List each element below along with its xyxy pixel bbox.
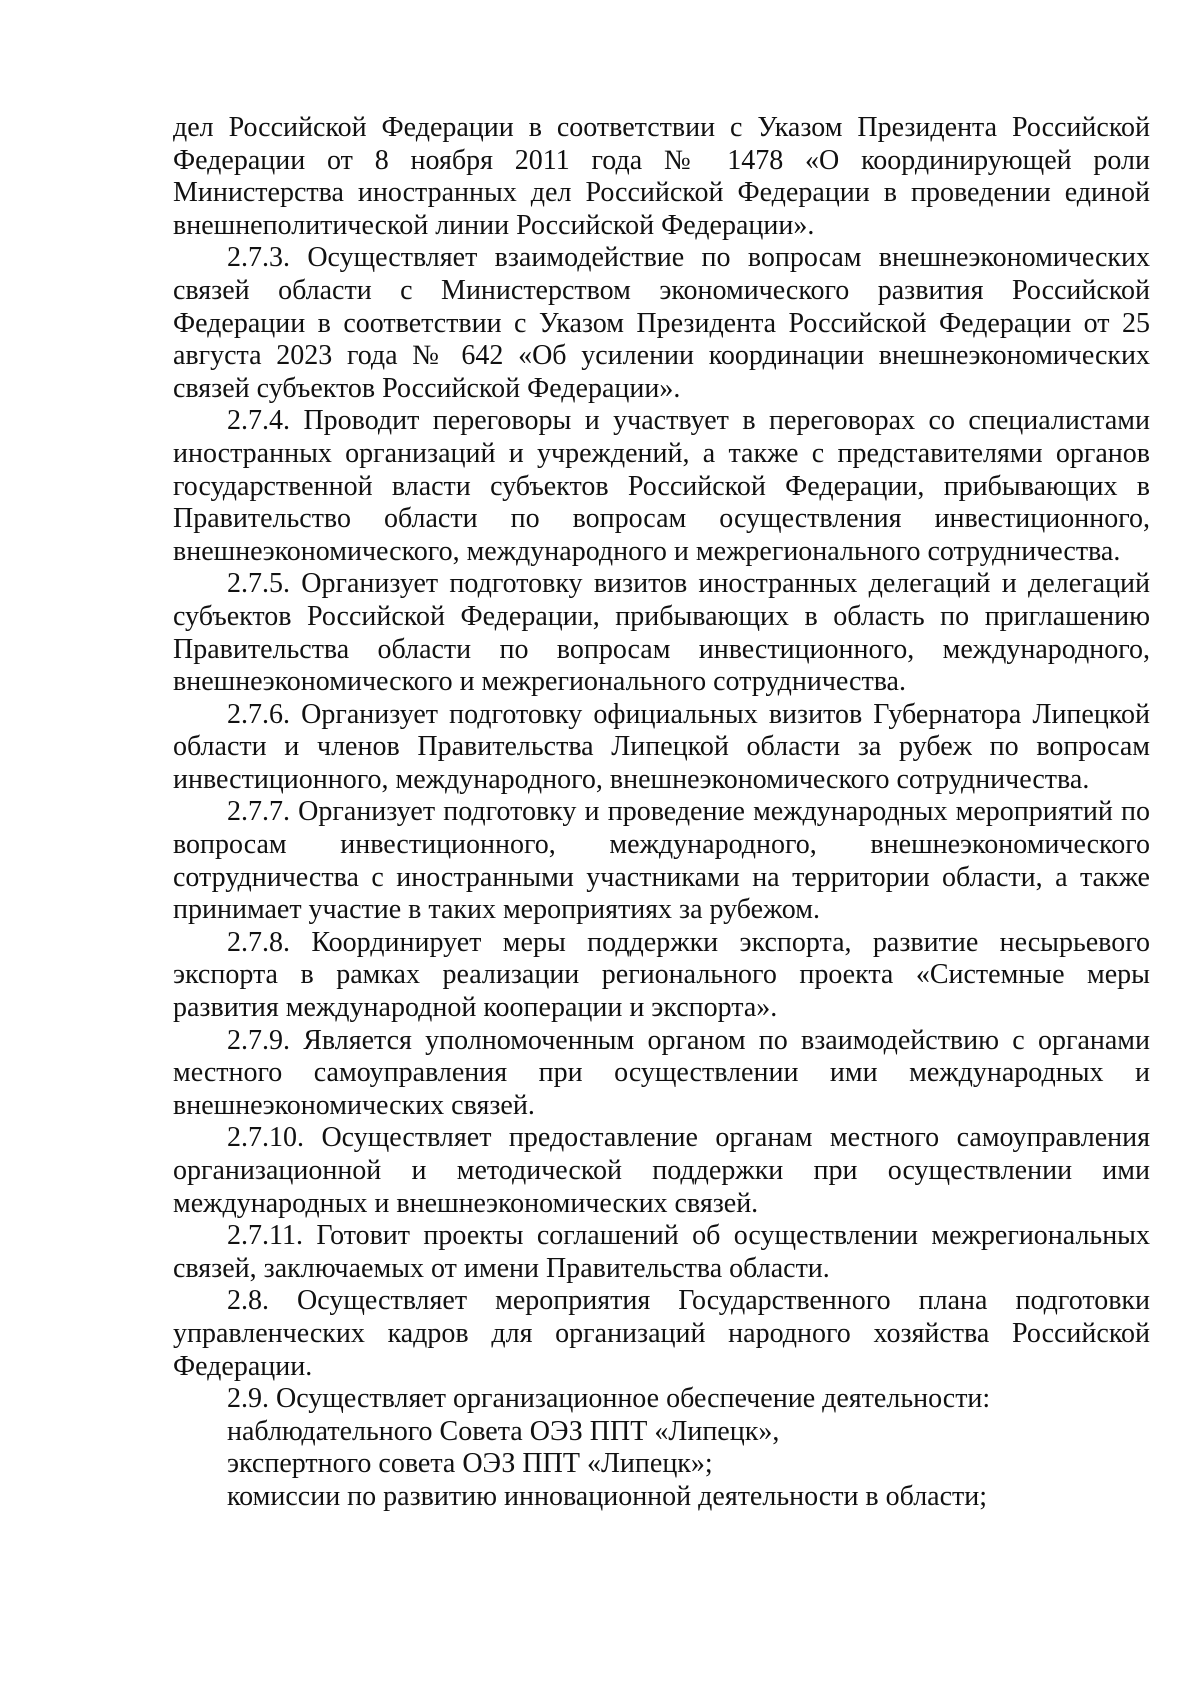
document-body xyxy=(173,112,1150,1514)
list-item: комиссии по развитию инновационной деятельности в области; xyxy=(227,1480,988,1512)
paragraph-2-7-10: 2.7.10. Осуществляет предоставление органам местного самоуправления организационной и методической поддержки при осуществлении ими международных и внешнеэкономических связей. xyxy=(173,1122,1150,1219)
paragraph-2-7-7: 2.7.7. Организует подготовку и проведение международных мероприятий по вопросам инвестиционного, международного, внешнеэкономического сотрудничества с иностранными участниками на территории области, а также принимает участие в таких мероприятиях за рубежом. xyxy=(173,796,1150,926)
paragraph-2-7-8: 2.7.8. Координирует меры поддержки экспорта, развитие несырьевого экспорта в рамках реализации регионального проекта «Системные меры развития международной кооперации и экспорта». xyxy=(173,926,1150,1024)
paragraph-2-7-6: 2.7.6. Организует подготовку официальных визитов Губернатора Липецкой области и членов Правительства Липецкой области за рубеж по вопросам инвестиционного, международного, внешнеэкономического сотрудничества. xyxy=(173,698,1150,795)
paragraph-2-7-4: 2.7.4. Проводит переговоры и участвует в переговорах со специалистами иностранных организаций и учреждений, а также с представителями органов государственной власти субъектов Российской Федерации, прибывающих в Правительство области по вопросам осуществления инвестиционного, внешнеэкономического, международного и межрегионального сотрудничества. xyxy=(173,405,1150,567)
paragraph-continuation: дел Российской Федерации в соответствии с Указом Президента Российской Федерации от 8 ноября 2011 года № 1478 «О координирующей роли Министерства иностранных дел Российской Федерации в проведении единой внешнеполитической линии Российской Федерации». xyxy=(173,112,1150,241)
paragraph-2-7-5: 2.7.5. Организует подготовку визитов иностранных делегаций и делегаций субъектов Российской Федерации, прибывающих в область по приглашению Правительства области по вопросам инвестиционного, международного, внешнеэкономического и межрегионального сотрудничества. xyxy=(173,568,1150,698)
paragraph-2-7-3: 2.7.3. Осуществляет взаимодействие по вопросам внешнеэкономических связей области с Министерством экономического развития Российской Федерации в соответствии с Указом Президента Российской Федерации от 25 августа 2023 года № 642 «Об усилении координации внешнеэкономических связей субъектов Российской Федерации». xyxy=(173,242,1150,404)
paragraph-2-8: 2.8. Осуществляет мероприятия Государственного плана подготовки управленческих кадров для организаций народного хозяйства Российской Федерации. xyxy=(173,1285,1150,1382)
paragraph-2-7-9: 2.7.9. Является уполномоченным органом по взаимодействию с органами местного самоуправления при осуществлении ими международных и внешнеэкономических связей. xyxy=(173,1024,1150,1121)
list-item: экспертного совета ОЭЗ ППТ «Липецк»; xyxy=(227,1448,713,1480)
list-item: наблюдательного Совета ОЭЗ ППТ «Липецк», xyxy=(227,1415,780,1447)
paragraph-2-7-11: 2.7.11. Готовит проекты соглашений об осуществлении межрегиональных связей, заключаемых от имени Правительства области. xyxy=(173,1220,1150,1284)
paragraph-2-9: 2.9. Осуществляет организационное обеспечение деятельности: xyxy=(227,1383,991,1415)
